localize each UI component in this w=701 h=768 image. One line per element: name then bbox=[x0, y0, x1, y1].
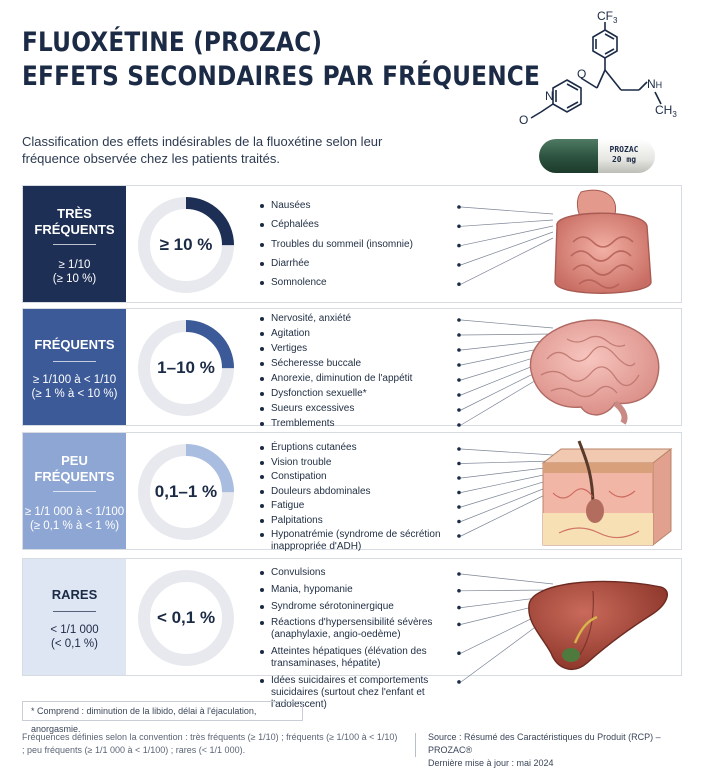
frequency-row bbox=[22, 558, 682, 710]
category-range-line: ≥ 1/10 bbox=[58, 259, 91, 271]
side-effect-item: Idées suicidaires et comportements suicidaires (surtout chez l'enfant et l'adolescent) bbox=[259, 675, 464, 711]
category-name-line: TRÈS bbox=[57, 206, 92, 221]
category-range bbox=[23, 505, 126, 533]
category-label-block bbox=[23, 309, 126, 425]
category-range-line: (≥ 0,1 % à < 1 %) bbox=[29, 520, 120, 532]
side-effect-item: Éruptions cutanées bbox=[259, 442, 464, 454]
category-divider bbox=[53, 491, 96, 492]
side-effect-item: Constipation bbox=[259, 471, 464, 483]
leader-dot bbox=[457, 651, 461, 655]
category-range-line: (< 0,1 %) bbox=[51, 638, 98, 650]
category-name-line: RARES bbox=[51, 587, 98, 602]
side-effect-item: Vertiges bbox=[259, 343, 464, 355]
category-label-block bbox=[23, 186, 126, 302]
source-text: Source : Résumé des Caractéristiques du Produit (RCP) – PROZAC® bbox=[428, 732, 661, 755]
side-effect-item: Tremblements bbox=[259, 418, 464, 430]
leader-dot bbox=[457, 572, 461, 576]
leader-dot bbox=[457, 623, 461, 627]
category-range bbox=[23, 623, 126, 651]
category-label-block bbox=[23, 559, 126, 675]
leader-dot bbox=[457, 680, 461, 684]
footer-divider bbox=[415, 733, 416, 757]
category-range-line: (≥ 1 % à < 10 %) bbox=[31, 388, 118, 400]
category-range bbox=[23, 373, 126, 401]
page-subtitle: Classification des effets indésirables de la fluoxétine selon leur fréquence observée chez les patients traités. bbox=[22, 134, 383, 166]
leader-dot bbox=[457, 363, 461, 367]
leader-dot bbox=[457, 476, 461, 480]
side-effect-item: Anorexie, diminution de l'appétit bbox=[259, 373, 464, 385]
footnote: * Comprend : diminution de la libido, délai à l'éjaculation, anorgasmie. bbox=[22, 701, 303, 721]
leader-dot bbox=[457, 393, 461, 397]
skin-icon bbox=[513, 433, 673, 551]
side-effect-item: Somnolence bbox=[259, 277, 464, 289]
leader-dot bbox=[457, 224, 461, 228]
leader-dot bbox=[457, 534, 461, 538]
brain-icon bbox=[511, 309, 671, 427]
leader-dot bbox=[457, 606, 461, 610]
category-range bbox=[23, 258, 126, 286]
leader-dot bbox=[457, 462, 461, 466]
donut-label: 0,1–1 % bbox=[154, 482, 218, 501]
liver-icon bbox=[511, 559, 671, 677]
leader-dot bbox=[457, 423, 461, 427]
side-effect-item: Convulsions bbox=[259, 567, 464, 579]
side-effect-item: Agitation bbox=[259, 328, 464, 340]
category-range-line: ≥ 1/100 à < 1/10 bbox=[32, 374, 117, 386]
category-name bbox=[23, 206, 126, 238]
side-effect-item: Palpitations bbox=[259, 515, 464, 527]
donut-label: 1–10 % bbox=[157, 358, 215, 377]
category-name-line: FRÉQUENTS bbox=[34, 222, 115, 237]
leader-dot bbox=[457, 520, 461, 524]
side-effect-item: Diarrhée bbox=[259, 258, 464, 270]
category-range-line: (≥ 10 %) bbox=[52, 273, 97, 285]
digestive-system-icon bbox=[523, 186, 673, 304]
leader-dot bbox=[457, 348, 461, 352]
category-divider bbox=[53, 611, 96, 612]
side-effect-item: Vision trouble bbox=[259, 457, 464, 469]
leader-dot bbox=[457, 505, 461, 509]
title-line-1: FLUOXÉTINE (PROZAC) bbox=[22, 27, 323, 58]
leader-dot bbox=[457, 491, 461, 495]
category-name-line: FRÉQUENTS bbox=[34, 337, 115, 352]
category-divider bbox=[53, 361, 96, 362]
side-effect-item: Céphalées bbox=[259, 219, 464, 231]
ch3-label: $CH_3$ bbox=[655, 103, 677, 119]
ring-n-label: N bbox=[545, 89, 554, 103]
leader-dot bbox=[457, 318, 461, 322]
donut-label: ≥ 10 % bbox=[159, 235, 213, 254]
leader-dot bbox=[457, 205, 461, 209]
leader-dot bbox=[457, 333, 461, 337]
leader-dot bbox=[457, 447, 461, 451]
nh-label: NH bbox=[647, 77, 663, 91]
side-effect-item: Troubles du sommeil (insomnie) bbox=[259, 239, 464, 251]
leader-dot bbox=[457, 263, 461, 267]
side-effect-item: Sécheresse buccale bbox=[259, 358, 464, 370]
fluoxetine-molecule-icon bbox=[505, 8, 695, 136]
leader-dot bbox=[457, 282, 461, 286]
frequency-row bbox=[22, 432, 682, 550]
frequency-row bbox=[22, 308, 682, 429]
side-effect-item: Syndrome sérotoninergique bbox=[259, 601, 464, 613]
title-line-2: EFFETS SECONDAIRES PAR FRÉQUENCE bbox=[22, 61, 541, 92]
update-date: Dernière mise à jour : mai 2024 bbox=[428, 758, 554, 768]
frequency-row bbox=[22, 185, 682, 303]
methoxy-o-label: O bbox=[519, 113, 529, 127]
side-effect-item: Nervosité, anxiété bbox=[259, 313, 464, 325]
leader-dot bbox=[457, 378, 461, 382]
category-divider bbox=[53, 244, 96, 245]
category-name-line: FRÉQUENTS bbox=[34, 469, 115, 484]
prozac-capsule bbox=[538, 138, 656, 174]
category-label-block bbox=[23, 433, 126, 549]
category-range-line: < 1/1 000 bbox=[50, 624, 99, 636]
category-name bbox=[23, 337, 126, 353]
cf3-label: $CF_3$ bbox=[597, 9, 618, 25]
category-name-line: PEU bbox=[61, 453, 88, 468]
side-effect-item: Fatigue bbox=[259, 500, 464, 512]
side-effect-item: Douleurs abdominales bbox=[259, 486, 464, 498]
leader-dot bbox=[457, 408, 461, 412]
side-effect-item: Mania, hypomanie bbox=[259, 584, 464, 596]
source-block bbox=[428, 731, 688, 768]
frequency-convention-note: Fréquences définies selon la convention : très fréquents (≥ 1/10) ; fréquents (≥ 1/100 à < 1/10) ; peu fréquents (≥ 1/1 000 à < 1/100) ; rares (< 1/1 000). bbox=[22, 732, 398, 755]
side-effect-item: Atteintes hépatiques (élévation des transaminases, hépatite) bbox=[259, 646, 464, 670]
capsule-label: PROZAC 20 mg bbox=[609, 145, 639, 164]
category-name bbox=[23, 587, 126, 603]
side-effect-item: Hyponatrémie (syndrome de sécrétion inappropriée d'ADH) bbox=[259, 529, 464, 553]
side-effects-list bbox=[259, 567, 464, 711]
leader-dot bbox=[457, 589, 461, 593]
donut-label: < 0,1 % bbox=[156, 608, 216, 627]
side-effect-item: Sueurs excessives bbox=[259, 403, 464, 415]
side-effects-list bbox=[259, 442, 464, 553]
side-effect-item: Nausées bbox=[259, 200, 464, 212]
side-effect-item: Dysfonction sexuelle* bbox=[259, 388, 464, 400]
category-range-line: ≥ 1/1 000 à < 1/100 bbox=[24, 506, 125, 518]
side-effects-list bbox=[259, 200, 464, 289]
ring-o-label: O bbox=[577, 67, 587, 81]
leader-dot bbox=[457, 244, 461, 248]
category-name bbox=[23, 453, 126, 485]
side-effect-item: Réactions d'hypersensibilité sévères (anaphylaxie, angio-oedème) bbox=[259, 617, 464, 641]
page-title bbox=[22, 26, 540, 94]
side-effects-list bbox=[259, 313, 464, 430]
